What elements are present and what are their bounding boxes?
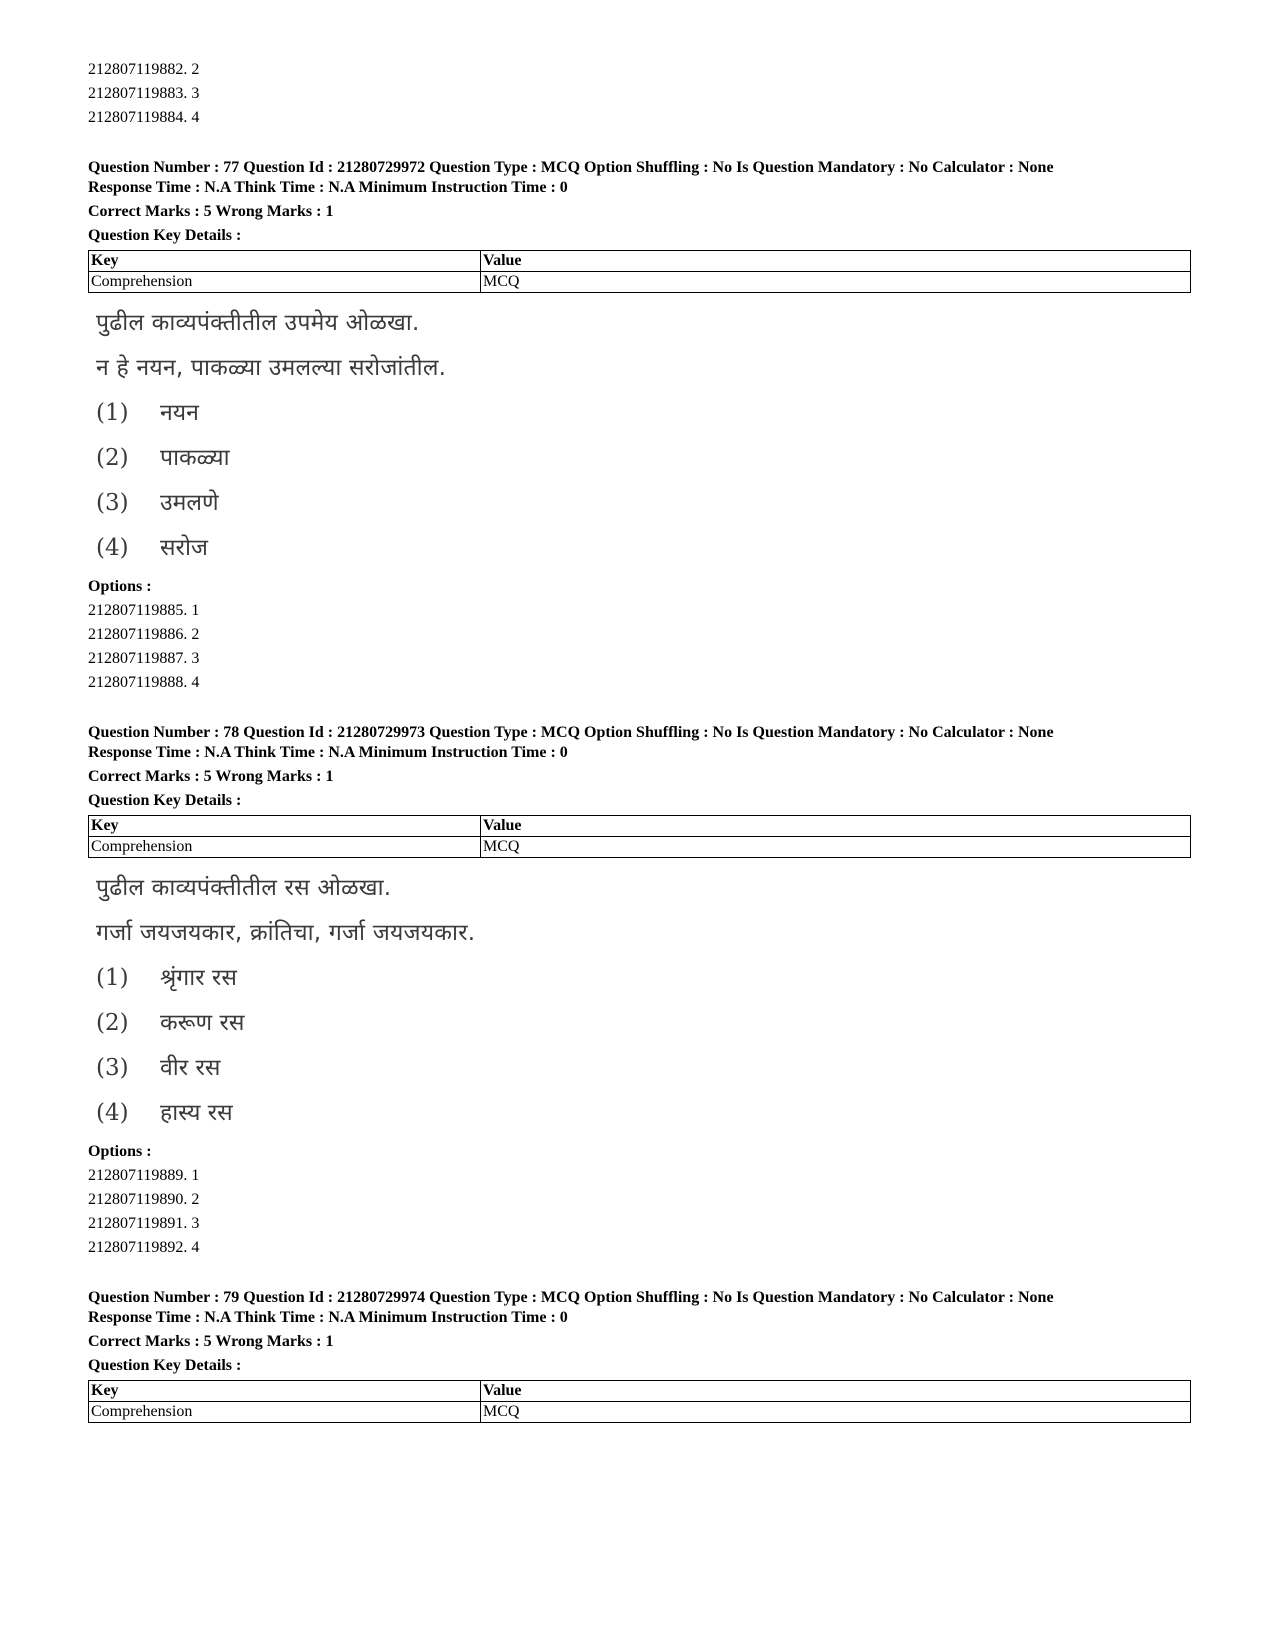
question-block-79 [88,1288,1193,1423]
option-line: 212807119889. 1 [88,1167,200,1184]
value-header: Value [481,251,1191,272]
key-cell: Comprehension [89,1402,481,1423]
previous-options-list [88,58,1193,130]
key-details-label: Question Key Details : [88,227,242,244]
key-cell: Comprehension [89,837,481,858]
choice-item: (4) सरोज [96,535,208,561]
key-header: Key [89,251,481,272]
document-page [88,58,1193,1423]
question-prompt: पुढील काव्यपंक्तीतील रस ओळखा. [96,875,392,901]
option-line: 212807119888. 4 [88,674,200,691]
choice-item: (4) हास्य रस [96,1100,233,1126]
question-timing: Response Time : N.A Think Time : N.A Minimum Instruction Time : 0 [88,1309,568,1326]
question-marks: Correct Marks : 5 Wrong Marks : 1 [88,203,334,220]
question-marks: Correct Marks : 5 Wrong Marks : 1 [88,768,334,785]
option-line: 212807119882. 2 [88,61,200,78]
key-header: Key [89,816,481,837]
choice-item: (3) वीर रस [96,1055,221,1081]
value-header: Value [481,1381,1191,1402]
question-timing: Response Time : N.A Think Time : N.A Minimum Instruction Time : 0 [88,744,568,761]
question-image [96,301,1193,571]
option-line: 212807119892. 4 [88,1239,200,1256]
question-header: Question Number : 79 Question Id : 21280729974 Question Type : MCQ Option Shuffling : No Is Question Mandatory : No Calculator : None [88,1289,1054,1306]
choice-item: (1) नयन [96,400,199,426]
key-details-label: Question Key Details : [88,1357,242,1374]
key-details-label: Question Key Details : [88,792,242,809]
question-timing: Response Time : N.A Think Time : N.A Minimum Instruction Time : 0 [88,179,568,196]
value-header: Value [481,816,1191,837]
question-marks: Correct Marks : 5 Wrong Marks : 1 [88,1333,334,1350]
value-cell: MCQ [481,1402,1191,1423]
option-line: 212807119887. 3 [88,650,200,667]
question-block-77 [88,158,1193,695]
options-label: Options : [88,1143,152,1160]
choice-item: (2) पाकळ्या [96,445,230,471]
key-details-table [88,250,1191,293]
choice-item: (2) करूण रस [96,1010,245,1036]
options-label: Options : [88,578,152,595]
key-details-table [88,815,1191,858]
option-line: 212807119890. 2 [88,1191,200,1208]
option-line: 212807119885. 1 [88,602,200,619]
question-header: Question Number : 78 Question Id : 21280729973 Question Type : MCQ Option Shuffling : No Is Question Mandatory : No Calculator : None [88,724,1054,741]
question-prompt: पुढील काव्यपंक्तीतील उपमेय ओळखा. [96,310,420,336]
choice-item: (1) श्रृंगार रस [96,965,237,991]
question-header: Question Number : 77 Question Id : 21280729972 Question Type : MCQ Option Shuffling : No Is Question Mandatory : No Calculator : None [88,159,1054,176]
value-cell: MCQ [481,272,1191,293]
option-line: 212807119891. 3 [88,1215,200,1232]
option-line: 212807119884. 4 [88,109,200,126]
poem-line: न हे नयन, पाकळ्या उमलल्या सरोजांतील. [96,355,447,381]
option-line: 212807119886. 2 [88,626,200,643]
key-header: Key [89,1381,481,1402]
key-cell: Comprehension [89,272,481,293]
choice-item: (3) उमलणे [96,490,219,516]
question-image [96,866,1193,1136]
value-cell: MCQ [481,837,1191,858]
key-details-table [88,1380,1191,1423]
option-line: 212807119883. 3 [88,85,200,102]
poem-line: गर्जा जयजयकार, क्रांतिचा, गर्जा जयजयकार. [96,920,476,946]
question-block-78 [88,723,1193,1260]
